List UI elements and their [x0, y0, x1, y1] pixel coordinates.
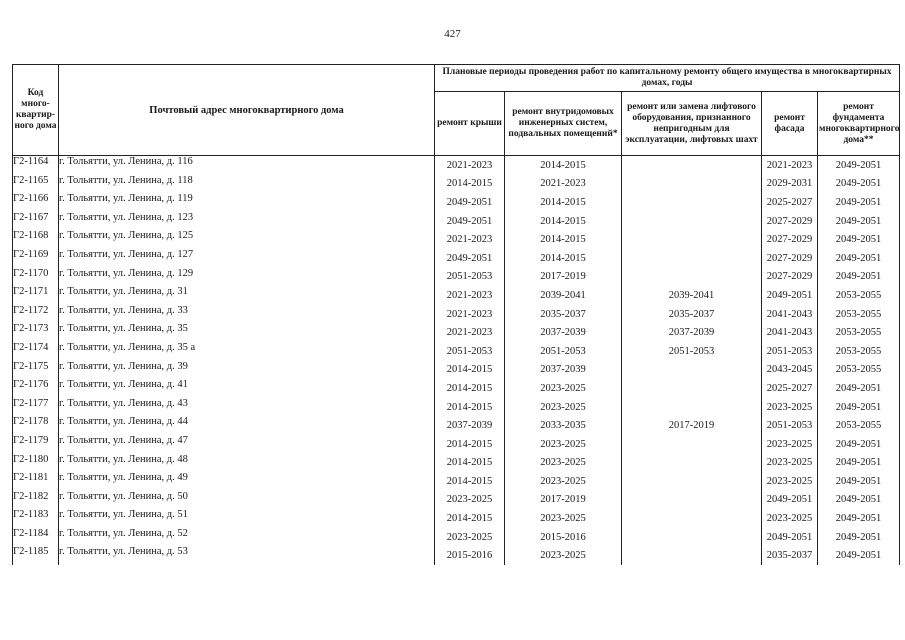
facade-period-cell: 2023-2025 [762, 472, 818, 491]
roof-period-cell: 2049-2051 [435, 249, 505, 268]
address-cell: г. Тольятти, ул. Ленина, д. 50 [59, 491, 435, 510]
house-code-cell: Г2-1183 [13, 509, 59, 528]
systems-period-cell: 2051-2053 [505, 342, 622, 361]
house-code-cell: Г2-1169 [13, 249, 59, 268]
foundation-period-cell: 2053-2055 [818, 286, 900, 305]
address-cell: г. Тольятти, ул. Ленина, д. 49 [59, 472, 435, 491]
house-code-cell: Г2-1176 [13, 379, 59, 398]
foundation-period-cell: 2049-2051 [818, 230, 900, 249]
roof-period-cell: 2021-2023 [435, 323, 505, 342]
facade-period-cell: 2049-2051 [762, 491, 818, 510]
table-row [13, 175, 900, 194]
roof-period-cell: 2051-2053 [435, 342, 505, 361]
elevator-period-cell [622, 361, 762, 380]
roof-period-cell: 2021-2023 [435, 305, 505, 324]
table-row [13, 472, 900, 491]
facade-period-cell: 2049-2051 [762, 286, 818, 305]
roof-period-cell: 2021-2023 [435, 286, 505, 305]
address-cell: г. Тольятти, ул. Ленина, д. 123 [59, 212, 435, 231]
foundation-period-cell: 2049-2051 [818, 175, 900, 194]
house-code-cell: Г2-1173 [13, 323, 59, 342]
table-row [13, 286, 900, 305]
address-cell: г. Тольятти, ул. Ленина, д. 118 [59, 175, 435, 194]
header-roof: ремонт крыши [435, 92, 505, 156]
systems-period-cell: 2015-2016 [505, 528, 622, 547]
facade-period-cell: 2025-2027 [762, 379, 818, 398]
header-systems: ремонт внутридомовых инженерных систем, подвальных помещений* [505, 92, 622, 156]
systems-period-cell: 2023-2025 [505, 454, 622, 473]
systems-period-cell: 2037-2039 [505, 361, 622, 380]
facade-period-cell: 2025-2027 [762, 193, 818, 212]
foundation-period-cell: 2049-2051 [818, 156, 900, 175]
address-cell: г. Тольятти, ул. Ленина, д. 127 [59, 249, 435, 268]
roof-period-cell: 2049-2051 [435, 193, 505, 212]
foundation-period-cell: 2053-2055 [818, 305, 900, 324]
facade-period-cell: 2027-2029 [762, 230, 818, 249]
systems-period-cell: 2023-2025 [505, 472, 622, 491]
house-code-cell: Г2-1164 [13, 156, 59, 175]
foundation-period-cell: 2049-2051 [818, 212, 900, 231]
roof-period-cell: 2015-2016 [435, 546, 505, 565]
roof-period-cell: 2049-2051 [435, 212, 505, 231]
foundation-period-cell: 2049-2051 [818, 193, 900, 212]
roof-period-cell: 2014-2015 [435, 398, 505, 417]
foundation-period-cell: 2053-2055 [818, 323, 900, 342]
elevator-period-cell: 2035-2037 [622, 305, 762, 324]
table-row [13, 193, 900, 212]
table-row [13, 249, 900, 268]
foundation-period-cell: 2049-2051 [818, 546, 900, 565]
address-cell: г. Тольятти, ул. Ленина, д. 119 [59, 193, 435, 212]
elevator-period-cell [622, 435, 762, 454]
table-row [13, 416, 900, 435]
table-row [13, 435, 900, 454]
facade-period-cell: 2035-2037 [762, 546, 818, 565]
systems-period-cell: 2023-2025 [505, 379, 622, 398]
header-periods-group: Плановые периоды проведения работ по капитальному ремонту общего имущества в многоквартирных домах, годы [435, 65, 900, 92]
facade-period-cell: 2023-2025 [762, 509, 818, 528]
systems-period-cell: 2037-2039 [505, 323, 622, 342]
header-foundation: ремонт фундамента многоквартирного дома** [818, 92, 900, 156]
table-body [13, 156, 900, 566]
roof-period-cell: 2023-2025 [435, 491, 505, 510]
elevator-period-cell [622, 249, 762, 268]
house-code-cell: Г2-1178 [13, 416, 59, 435]
facade-period-cell: 2043-2045 [762, 361, 818, 380]
table-row [13, 379, 900, 398]
address-cell: г. Тольятти, ул. Ленина, д. 44 [59, 416, 435, 435]
address-cell: г. Тольятти, ул. Ленина, д. 116 [59, 156, 435, 175]
elevator-period-cell: 2039-2041 [622, 286, 762, 305]
systems-period-cell: 2017-2019 [505, 491, 622, 510]
elevator-period-cell [622, 454, 762, 473]
elevator-period-cell [622, 175, 762, 194]
elevator-period-cell [622, 528, 762, 547]
house-code-cell: Г2-1185 [13, 546, 59, 565]
repair-schedule-table [12, 64, 900, 565]
foundation-period-cell: 2053-2055 [818, 342, 900, 361]
systems-period-cell: 2039-2041 [505, 286, 622, 305]
facade-period-cell: 2021-2023 [762, 156, 818, 175]
table-row [13, 361, 900, 380]
facade-period-cell: 2051-2053 [762, 416, 818, 435]
foundation-period-cell: 2049-2051 [818, 249, 900, 268]
elevator-period-cell [622, 379, 762, 398]
header-address: Почтовый адрес многоквартирного дома [59, 65, 435, 156]
elevator-period-cell [622, 509, 762, 528]
foundation-period-cell: 2049-2051 [818, 528, 900, 547]
address-cell: г. Тольятти, ул. Ленина, д. 51 [59, 509, 435, 528]
address-cell: г. Тольятти, ул. Ленина, д. 48 [59, 454, 435, 473]
foundation-period-cell: 2049-2051 [818, 491, 900, 510]
table-row [13, 323, 900, 342]
table-row [13, 546, 900, 565]
page-number: 427 [444, 28, 461, 40]
address-cell: г. Тольятти, ул. Ленина, д. 43 [59, 398, 435, 417]
facade-period-cell: 2023-2025 [762, 435, 818, 454]
address-cell: г. Тольятти, ул. Ленина, д. 31 [59, 286, 435, 305]
house-code-cell: Г2-1181 [13, 472, 59, 491]
address-cell: г. Тольятти, ул. Ленина, д. 53 [59, 546, 435, 565]
roof-period-cell: 2014-2015 [435, 175, 505, 194]
roof-period-cell: 2023-2025 [435, 528, 505, 547]
systems-period-cell: 2023-2025 [505, 546, 622, 565]
house-code-cell: Г2-1170 [13, 268, 59, 287]
facade-period-cell: 2041-2043 [762, 323, 818, 342]
roof-period-cell: 2014-2015 [435, 509, 505, 528]
address-cell: г. Тольятти, ул. Ленина, д. 39 [59, 361, 435, 380]
house-code-cell: Г2-1182 [13, 491, 59, 510]
house-code-cell: Г2-1172 [13, 305, 59, 324]
house-code-cell: Г2-1177 [13, 398, 59, 417]
address-cell: г. Тольятти, ул. Ленина, д. 52 [59, 528, 435, 547]
house-code-cell: Г2-1167 [13, 212, 59, 231]
table-row [13, 398, 900, 417]
elevator-period-cell [622, 398, 762, 417]
elevator-period-cell [622, 193, 762, 212]
systems-period-cell: 2014-2015 [505, 193, 622, 212]
foundation-period-cell: 2049-2051 [818, 268, 900, 287]
table-row [13, 342, 900, 361]
roof-period-cell: 2051-2053 [435, 268, 505, 287]
elevator-period-cell [622, 491, 762, 510]
address-cell: г. Тольятти, ул. Ленина, д. 129 [59, 268, 435, 287]
house-code-cell: Г2-1174 [13, 342, 59, 361]
roof-period-cell: 2021-2023 [435, 230, 505, 249]
table-row [13, 509, 900, 528]
table-row [13, 156, 900, 175]
header-elevator: ремонт или замена лифтового оборудования, признанного непригодным для эксплуатации, лифтовых шахт [622, 92, 762, 156]
address-cell: г. Тольятти, ул. Ленина, д. 47 [59, 435, 435, 454]
house-code-cell: Г2-1180 [13, 454, 59, 473]
roof-period-cell: 2014-2015 [435, 454, 505, 473]
address-cell: г. Тольятти, ул. Ленина, д. 33 [59, 305, 435, 324]
table-row [13, 268, 900, 287]
table-row [13, 212, 900, 231]
roof-period-cell: 2014-2015 [435, 361, 505, 380]
systems-period-cell: 2023-2025 [505, 398, 622, 417]
house-code-cell: Г2-1171 [13, 286, 59, 305]
header-code: Код много-квартир-ного дома [13, 65, 59, 156]
systems-period-cell: 2014-2015 [505, 212, 622, 231]
systems-period-cell: 2023-2025 [505, 435, 622, 454]
foundation-period-cell: 2049-2051 [818, 379, 900, 398]
table-row [13, 230, 900, 249]
table-row [13, 305, 900, 324]
house-code-cell: Г2-1166 [13, 193, 59, 212]
address-cell: г. Тольятти, ул. Ленина, д. 125 [59, 230, 435, 249]
systems-period-cell: 2014-2015 [505, 156, 622, 175]
roof-period-cell: 2037-2039 [435, 416, 505, 435]
systems-period-cell: 2023-2025 [505, 509, 622, 528]
roof-period-cell: 2014-2015 [435, 472, 505, 491]
facade-period-cell: 2023-2025 [762, 398, 818, 417]
foundation-period-cell: 2053-2055 [818, 361, 900, 380]
facade-period-cell: 2051-2053 [762, 342, 818, 361]
elevator-period-cell [622, 230, 762, 249]
house-code-cell: Г2-1175 [13, 361, 59, 380]
table-row [13, 491, 900, 510]
foundation-period-cell: 2049-2051 [818, 435, 900, 454]
roof-period-cell: 2021-2023 [435, 156, 505, 175]
house-code-cell: Г2-1168 [13, 230, 59, 249]
table-row [13, 528, 900, 547]
elevator-period-cell: 2017-2019 [622, 416, 762, 435]
address-cell: г. Тольятти, ул. Ленина, д. 35 [59, 323, 435, 342]
elevator-period-cell [622, 212, 762, 231]
systems-period-cell: 2017-2019 [505, 268, 622, 287]
facade-period-cell: 2049-2051 [762, 528, 818, 547]
house-code-cell: Г2-1184 [13, 528, 59, 547]
facade-period-cell: 2023-2025 [762, 454, 818, 473]
address-cell: г. Тольятти, ул. Ленина, д. 41 [59, 379, 435, 398]
address-cell: г. Тольятти, ул. Ленина, д. 35 а [59, 342, 435, 361]
facade-period-cell: 2027-2029 [762, 212, 818, 231]
table-row [13, 454, 900, 473]
elevator-period-cell [622, 546, 762, 565]
facade-period-cell: 2041-2043 [762, 305, 818, 324]
house-code-cell: Г2-1179 [13, 435, 59, 454]
foundation-period-cell: 2049-2051 [818, 398, 900, 417]
elevator-period-cell [622, 156, 762, 175]
facade-period-cell: 2027-2029 [762, 249, 818, 268]
systems-period-cell: 2033-2035 [505, 416, 622, 435]
facade-period-cell: 2027-2029 [762, 268, 818, 287]
elevator-period-cell: 2037-2039 [622, 323, 762, 342]
systems-period-cell: 2014-2015 [505, 230, 622, 249]
systems-period-cell: 2021-2023 [505, 175, 622, 194]
house-code-cell: Г2-1165 [13, 175, 59, 194]
header-facade: ремонт фасада [762, 92, 818, 156]
elevator-period-cell: 2051-2053 [622, 342, 762, 361]
foundation-period-cell: 2049-2051 [818, 509, 900, 528]
systems-period-cell: 2035-2037 [505, 305, 622, 324]
roof-period-cell: 2014-2015 [435, 435, 505, 454]
roof-period-cell: 2014-2015 [435, 379, 505, 398]
systems-period-cell: 2014-2015 [505, 249, 622, 268]
facade-period-cell: 2029-2031 [762, 175, 818, 194]
foundation-period-cell: 2049-2051 [818, 454, 900, 473]
elevator-period-cell [622, 472, 762, 491]
elevator-period-cell [622, 268, 762, 287]
foundation-period-cell: 2053-2055 [818, 416, 900, 435]
foundation-period-cell: 2049-2051 [818, 472, 900, 491]
